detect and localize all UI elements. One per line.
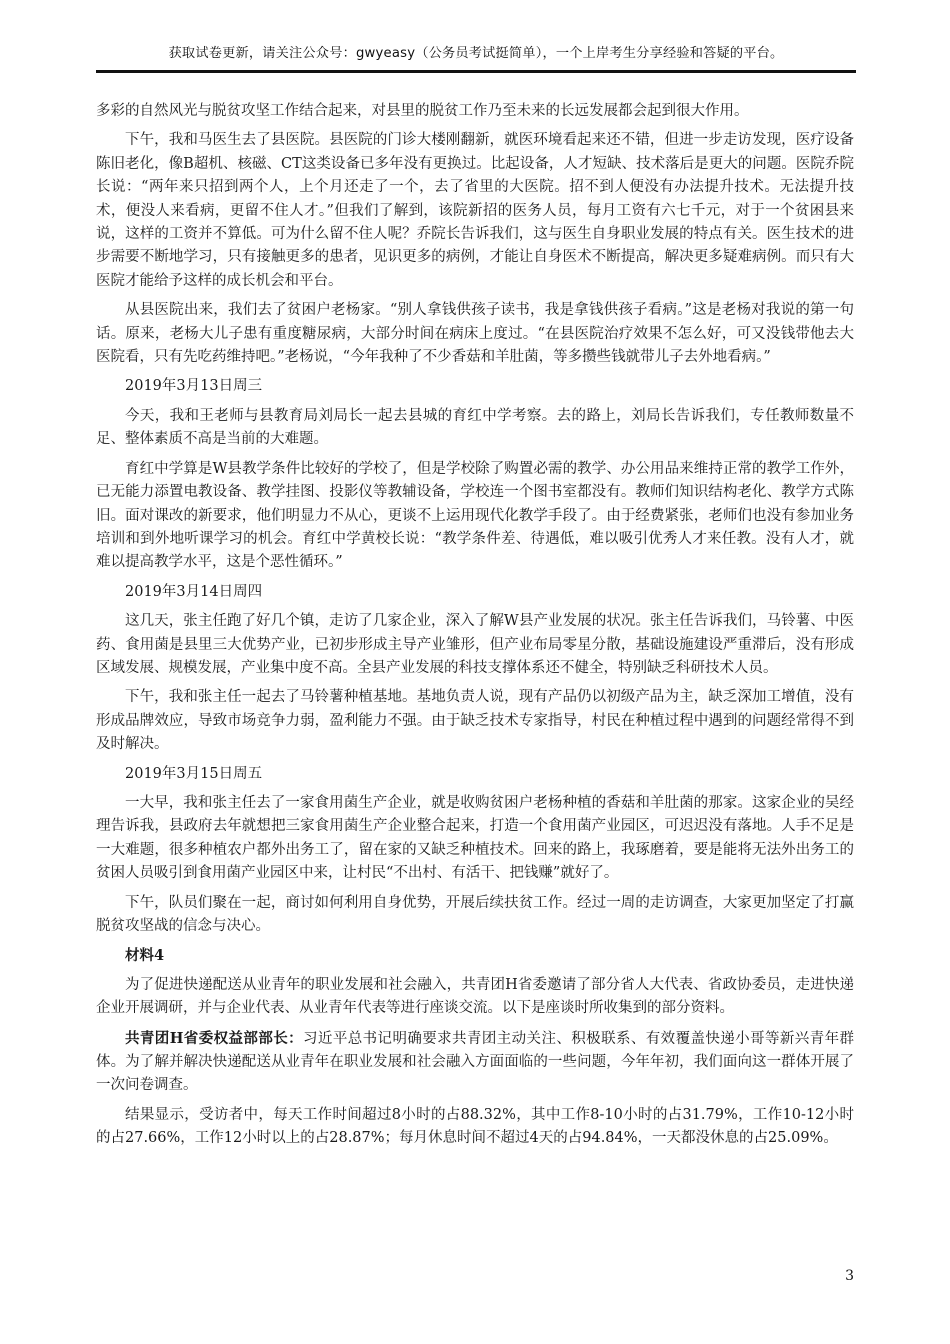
diary-date-0314: 2019年3月14日周四 xyxy=(125,583,263,600)
paragraph-material-intro: 为了促进快递配送从业青年的职业发展和社会融入，共青团H省委邀请了部分省人大代表、省政协委员，走进快递企业开展调研，并与企业代表、从业青年代表等进行座谈交流。以下是座谈时所收集到的部分资料。 xyxy=(96,976,854,1017)
material-heading: 材料4 xyxy=(125,947,165,965)
paragraph-hospital-visit: 下午，我和马医生去了县医院。县医院的门诊大楼刚翻新，就医环境看起来还不错，但进一步走访发现，医疗设备陈旧老化，像B超机、核磁、CT这类设备已多年没有更换过。比起设备，人才短缺、技术落后是更大的问题。医院乔院长说：“两年来只招到两个人，上个月还走了一个，去了省里的大医院。招不到人便没有办法提升技术。无法提升技术，便没人来看病，更留不住人才。”但我们了解到，该院新招的医务人员，每月工资有六七千元，对于一个贫困县来说，这样的工资并不算低。可为什么留不住人呢？乔院长告诉我们，这与医生自身职业发展的特点有关。医生技术的进步需要不断地学习，只有接触更多的患者，见识更多的病例，才能让自身医术不断提高，解决更多疑难病例。而只有大医院才能给予这样的成长机会和平台。 xyxy=(96,132,854,289)
diary-date-0315: 2019年3月15日周五 xyxy=(125,765,263,782)
page-number: 3 xyxy=(845,1268,854,1284)
header-rule xyxy=(96,70,856,73)
paragraph-education-bureau: 今天，我和王老师与县教育局刘局长一起去县城的育红中学考察。去的路上，刘局长告诉我们，专任教师数量不足、整体素质不高是当前的大难题。 xyxy=(96,407,854,448)
paragraph-continued: 多彩的自然风光与脱贫攻坚工作结合起来，对县里的脱贫工作乃至未来的长远发展都会起到很大作用。 xyxy=(96,103,749,119)
paragraph-team-meeting: 下午，队员们聚在一起，商讨如何利用自身优势，开展后续扶贫工作。经过一周的走访调查，大家更加坚定了打赢脱贫攻坚战的信念与决心。 xyxy=(96,894,854,934)
paragraph-industry-survey: 这几天，张主任跑了好几个镇，走访了几家企业，深入了解W县产业发展的状况。张主任告诉我们，马铃薯、中医药、食用菌是县里三大优势产业，已初步形成主导产业雏形，但产业布局零星分散，基础设施建设严重滞后，没有形成区域发展、规模发展，产业集中度不高。全县产业发展的科技支撑体系还不健全，特别缺乏科研技术人员。 xyxy=(96,613,854,676)
paragraph-rights-dept xyxy=(96,1027,854,1098)
header-notice: 获取试卷更新，请关注公众号：gwyeasy（公务员考试挺简单），一个上岸考生分享经验和答疑的平台。 xyxy=(168,46,784,61)
document-body xyxy=(96,100,854,1157)
speaker-text: 习近平总书记明确要求共青团主动关注、积极联系、有效覆盖快递小哥等新兴青年群体。为了解并解决快递配送从业青年在职业发展和社会融入方面面临的一些问题，今年年初，我们面向这一群体开展了一次问卷调查。 xyxy=(96,1030,855,1094)
paragraph-potato-base: 下午，我和张主任一起去了马铃薯种植基地。基地负责人说，现有产品仍以初级产品为主，缺乏深加工增值，没有形成品牌效应，导致市场竞争力弱，盈利能力不强。由于缺乏技术专家指导，村民在种植过程中遇到的问题经常得不到及时解决。 xyxy=(96,689,854,753)
paragraph-lao-yang: 从县医院出来，我们去了贫困户老杨家。“别人拿钱供孩子读书，我是拿钱供孩子看病。”这是老杨对我说的第一句话。原来，老杨大儿子患有重度糖尿病，大部分时间在病床上度过。“在县医院治疗效果不怎么好，可又没钱带他去大医院看，只有先吃药维持吧。”老杨说，“今年我种了不少香菇和羊肚菌，等多攒些钱就带儿子去外地看病。” xyxy=(96,302,854,366)
paragraph-survey-results: 结果显示，受访者中，每天工作时间超过8小时的占88.32%，其中工作8-10小时的占31.79%，工作10-12小时的占27.66%，工作12小时以上的占28.87%；每月休息时间不超过4天的占94.84%，一天都没休息的占25.09%。 xyxy=(96,1106,854,1147)
diary-date-0313: 2019年3月13日周三 xyxy=(125,378,263,395)
paragraph-mushroom-enterprise: 一大早，我和张主任去了一家食用菌生产企业，就是收购贫困户老杨种植的香菇和羊肚菌的那家。这家企业的吴经理告诉我，县政府去年就想把三家食用菌生产企业整合起来，打造一个食用菌产业园区，可迟迟没有落地。人手不足是一大难题，很多种植农户都外出务工了，留在家的又缺乏种植技术。回来的路上，我琢磨着，要是能将无法外出务工的贫困人员吸引到食用菌产业园区中来，让村民“不出村、有活干、把钱赚”就好了。 xyxy=(96,794,854,882)
speaker-label: 共青团H省委权益部部长： xyxy=(125,1029,304,1047)
paragraph-yuhong-school: 育红中学算是W县教学条件比较好的学校了，但是学校除了购置必需的教学、办公用品来维持正常的教学工作外，已无能力添置电教设备、教学挂图、投影仪等教辅设备，学校连一个图书室都没有。教师们知识结构老化、教学方式陈旧。面对课改的新要求，他们明显力不从心，更谈不上运用现代化教学手段了。由于经费紧张，老师们也没有参加业务培训和到外地听课学习的机会。育红中学黄校长说：“教学条件差、待遇低，难以吸引优秀人才来任教。没有人才，就难以提高教学水平，这是个恶性循环。” xyxy=(96,460,854,571)
